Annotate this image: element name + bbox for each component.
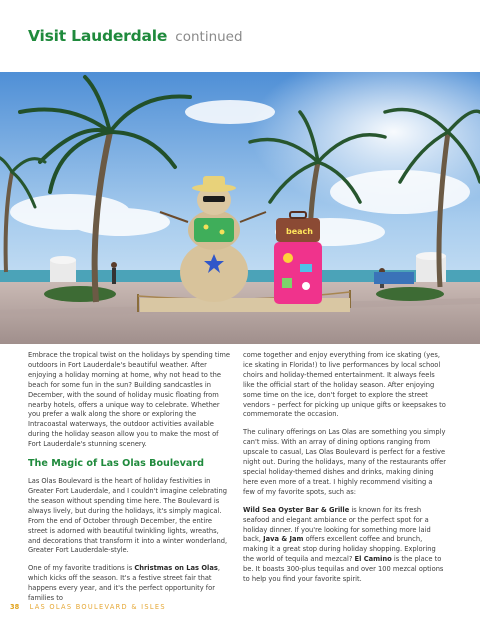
- traditions-text-start: One of my favorite traditions is: [28, 564, 135, 573]
- java-jam-name: Java & Jam: [263, 535, 304, 544]
- las-olas-paragraph: Las Olas Boulevard is the heart of holiday festivities in Greater Fort Lauderdale, and I couldn't imagine celebrating the season without spending time here. The Boulevard is always lively, but during the holidays, it's simply magical. From the end of October through December, the entire street is adorned with beautiful twinkling lights, wreaths, and decorations that transform it into a winter wonderland, Greater Fort Lauderdale-style.: [28, 477, 228, 555]
- right-column: [243, 351, 446, 593]
- java-jam-text: offers excellent coffee and brunch, making it a great stop during holiday shopping. Exploring the world of tequila and mezcal?: [243, 535, 436, 564]
- pink-suitcase: [274, 212, 322, 304]
- publication-name: LAS OLAS BOULEVARD & ISLES: [29, 603, 166, 611]
- traditions-text-end: , which kicks off the season. It's a festive street fair that happens every year, and it's the perfect opportunity for families to: [28, 564, 220, 603]
- el-camino-text: is the place to be. It boasts 300-plus tequilas and over 100 mezcal options to help you find your favorite spirit.: [243, 555, 444, 584]
- restaurants-paragraph: [243, 506, 446, 585]
- left-column: [28, 351, 231, 612]
- page-title: Visit Lauderdale: [28, 27, 168, 45]
- wild-sea-name: Wild Sea Oyster Bar & Grille: [243, 505, 350, 514]
- christmas-on-las-olas-name: Christmas on Las Olas: [134, 564, 218, 573]
- beach-photo: [0, 72, 480, 344]
- suitcase-label: beach: [286, 227, 313, 236]
- el-camino-name: El Camino: [354, 555, 392, 564]
- section-heading: The Magic of Las Olas Boulevard: [28, 458, 204, 470]
- page-footer: [10, 603, 166, 611]
- page-header: [28, 26, 243, 50]
- ice-skating-paragraph: come together and enjoy everything from ice skating (yes, ice skating in Florida!) to live performances by local school choirs and holiday-themed entertainment. It always feels like the official start of the holiday season. After enjoying some time on the ice, don't forget to explore the street vendors – perfect for picking up unique gifts or keepsakes to commemorate the occasion.: [243, 351, 446, 419]
- culinary-paragraph: The culinary offerings on Las Olas are something you simply can't miss. With an array of dining options ranging from upscale to casual, Las Olas Boulevard is perfect for a festive night out. During the holidays, many of the restaurants offer special holiday-themed dishes and drinks, making dining here even more of a treat. I highly recommend visiting a few of my favorite spots, such as:: [243, 428, 446, 496]
- beach-scene-illustration: [0, 72, 480, 344]
- intro-paragraph: Embrace the tropical twist on the holidays by spending time outdoors in Fort Lauderdale's beautiful weather. After enjoying a holiday morning at home, why not head to the beach for some fun in the sun? Building sandcastles in December, with the sound of holiday music floating from nearby hotels, offers a unique way to celebrate. Whether you prefer a walk along the shore or exploring the Intracoastal waterways, the outdoor activities available during the holiday season allow you to make the most of Fort Lauderdale's stunning scenery.: [28, 351, 230, 449]
- page-number: 38: [10, 603, 20, 611]
- wild-sea-text: is known for its fresh seafood and elegant ambiance or the perfect spot for a holiday dinner. If you're looking for something more laid back,: [243, 505, 431, 544]
- traditions-paragraph: [28, 564, 231, 604]
- page-subtitle: continued: [175, 29, 243, 45]
